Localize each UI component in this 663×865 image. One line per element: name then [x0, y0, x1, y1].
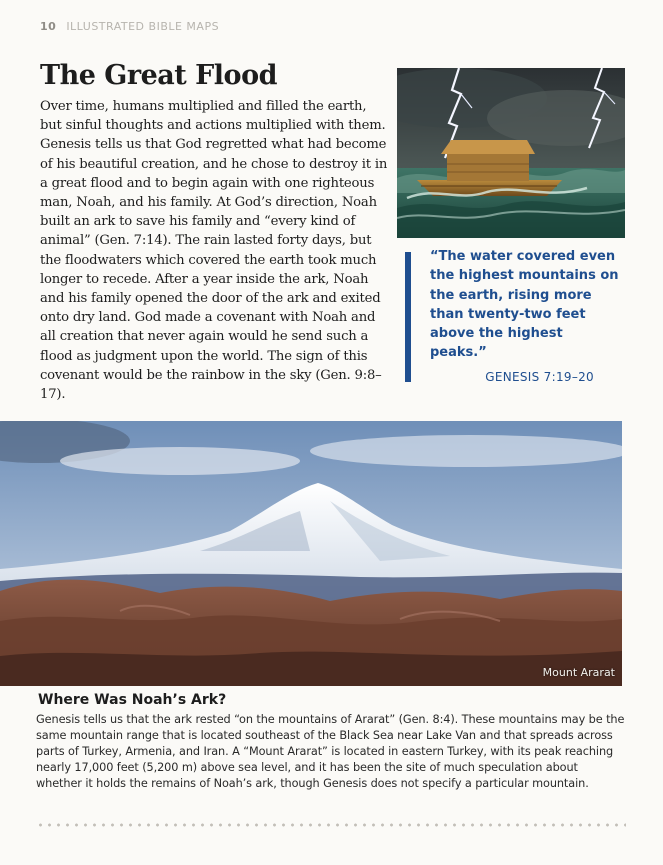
- ark-storm-svg: [397, 68, 625, 238]
- mount-ararat-photo: [0, 421, 622, 686]
- ark-storm-illustration: [397, 68, 625, 238]
- quote-accent-bar: [405, 252, 411, 382]
- sidebar-title: Where Was Noah’s Ark?: [38, 692, 227, 708]
- dotted-divider: [36, 823, 626, 827]
- page-number: 10: [40, 20, 57, 33]
- pull-quote: “The water covered even the highest mountains on the earth, rising more than twenty-two feet above the highest peaks.”: [430, 249, 619, 361]
- book-title: ILLUSTRATED BIBLE MAPS: [66, 20, 220, 33]
- quote-citation: GENESIS 7:19–20: [485, 370, 594, 384]
- running-header: [40, 20, 219, 33]
- article-body: Over time, humans multiplied and filled the earth, but sinful thoughts and actions multiplied with them. Genesis tells us that God regretted what had become of his beautiful creation, and he chose to destroy it in a great flood and to begin again with one righteous man, Noah, and his family. At God’s direction, Noah built an ark to save his family and “every kind of animal” (Gen. 7:14). The rain lasted forty days, but the floodwaters which covered the earth took much longer to recede. After a year inside the ark, Noah and his family opened the door of the ark and exited onto dry land. God made a covenant with Noah and all creation that never again would he send such a flood as judgment upon the world. The sign of this covenant would be the rainbow in the sky (Gen. 9:8–17).: [40, 99, 388, 403]
- mount-ararat-svg: [0, 421, 622, 686]
- article-title: The Great Flood: [40, 60, 277, 91]
- photo-caption: Mount Ararat: [542, 666, 615, 679]
- sidebar-body: Genesis tells us that the ark rested “on the mountains of Ararat” (Gen. 8:4). These mountains may be the same mountain range that is located southeast of the Black Sea near Lake Van and that spreads across parts of Turkey, Armenia, and Iran. A “Mount Ararat” is located in eastern Turkey, with its peak reaching nearly 17,000 feet (5,200 m) above sea level, and it has been the site of much speculation about whether it holds the remains of Noah’s ark, though Genesis does not specify a particular mountain.: [36, 713, 625, 790]
